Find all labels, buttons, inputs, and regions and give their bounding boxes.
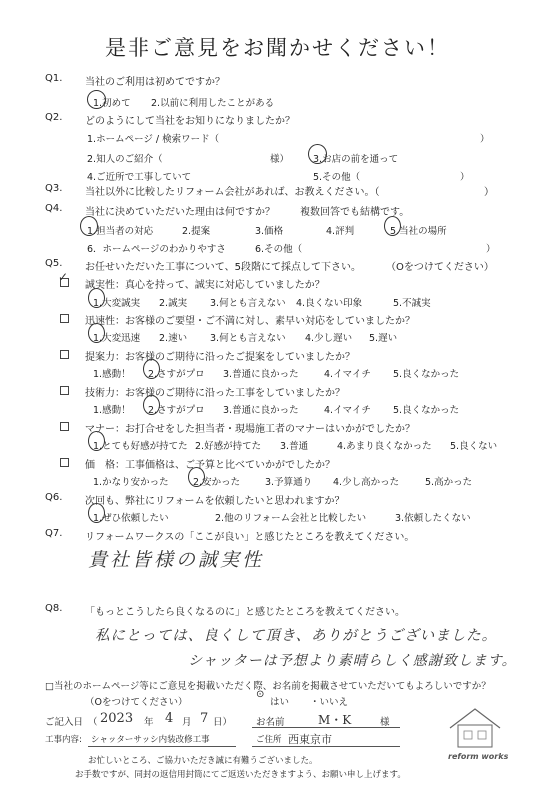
q4-number: Q4.	[45, 203, 63, 214]
q5-6-label: 価 格：工事価格は、ご予算と比べていかがでしたか？	[85, 460, 335, 471]
q7-text: リフォームワークスの「ここが良い」と感じたところを教えてください。	[85, 532, 415, 543]
q8-handwritten-answer-2: シャッターは予想より素晴らしく感謝致します。	[188, 653, 517, 669]
q5-5-opt-2[interactable]: 2.好感が持てた	[195, 441, 262, 452]
q4-selection-circle-1	[80, 216, 98, 236]
q5-6-opt-1[interactable]: 1.かなり安かった	[93, 477, 169, 488]
dot-mark-icon: ⊙	[256, 689, 265, 700]
q2-text: どのようにして当社をお知りになりましたか？	[85, 116, 295, 127]
q5-6-opt-2[interactable]: 2.安かった	[193, 477, 241, 488]
q3-close: ）	[484, 187, 494, 198]
q4-opt-5[interactable]: 5.当社の場所	[390, 226, 447, 237]
q5-3-checkbox[interactable]	[60, 350, 69, 359]
date-label: ご記入日	[45, 717, 84, 728]
publish-consent-note: （Oをつけてください）	[85, 697, 188, 708]
q5-1-label: 誠実性：真心を持って、誠実に対応していましたか？	[85, 280, 325, 291]
thanks-line-1: お忙しいところ、ご協力いただき誠に有難うございました。	[88, 756, 318, 766]
q5-2-opt-3[interactable]: 3.何とも言えない	[210, 333, 286, 344]
q5-1-opt-1[interactable]: 1.大変誠実	[93, 298, 141, 309]
q5-1-opt-5[interactable]: 5.不誠実	[393, 298, 431, 309]
q4-opt-7-close: ）	[486, 244, 496, 255]
q4-opt-2[interactable]: 2.提案	[182, 226, 211, 237]
q5-3-opt-3[interactable]: 3.普通に良かった	[223, 369, 299, 380]
q2-opt-3[interactable]: 3.お店の前を通って	[313, 154, 399, 165]
q5-4-opt-2[interactable]: 2.さすがプロ	[148, 405, 205, 416]
q2-opt-2[interactable]: 2.知人のご紹介（	[87, 154, 163, 165]
q5-2-label: 迅速性：お客様のご要望・ご不満に対し、素早い対応をしていましたか？	[85, 316, 415, 327]
q5-note: （Oをつけてください）	[386, 262, 494, 273]
q5-2-opt-2[interactable]: 2.速い	[159, 333, 188, 344]
q5-1-opt-4[interactable]: 4.良くない印象	[296, 298, 363, 309]
logo-text: reform works	[448, 752, 509, 761]
q5-2-opt-5[interactable]: 5.遅い	[369, 333, 398, 344]
q7-number: Q7.	[45, 528, 63, 539]
date-year-value[interactable]: 2023	[100, 711, 134, 726]
q4-opt-7[interactable]: 6.その他（	[255, 244, 303, 255]
q6-opt-2[interactable]: 2.他のリフォーム会社と比較したい	[215, 513, 367, 524]
work-label: 工事内容:	[45, 735, 82, 745]
q5-4-opt-1[interactable]: 1.感動！	[93, 405, 131, 416]
q5-4-opt-3[interactable]: 3.普通に良かった	[223, 405, 299, 416]
q4-opt-1[interactable]: 1.担当者の対応	[87, 226, 154, 237]
q5-5-opt-5[interactable]: 5.良くない	[450, 441, 498, 452]
q5-5-selection-circle	[88, 431, 105, 451]
q5-3-opt-1[interactable]: 1.感動！	[93, 369, 131, 380]
q5-3-opt-2[interactable]: 2.さすがプロ	[148, 369, 205, 380]
q1-number: Q1.	[45, 73, 63, 84]
q5-5-label: マナー：お打合せをした担当者・現場施工者のマナーはいかがでしたか？	[85, 424, 415, 435]
date-paren-open: （	[88, 717, 98, 728]
q8-number: Q8.	[45, 603, 63, 614]
q6-opt-3[interactable]: 3.依頼したくない	[395, 513, 471, 524]
q6-opt-1[interactable]: 1.ぜひ依頼したい	[93, 513, 169, 524]
q7-handwritten-answer: 貴社皆様の誠実性	[88, 549, 265, 571]
q5-6-selection-circle	[188, 467, 205, 487]
q5-6-opt-4[interactable]: 4.少し高かった	[333, 477, 400, 488]
q4-note: 複数回答でも結構です。	[300, 207, 410, 218]
q5-1-selection-circle	[88, 288, 105, 308]
name-sama: 様	[380, 717, 390, 728]
q5-2-checkbox[interactable]	[60, 314, 69, 323]
work-underline	[88, 746, 236, 747]
q5-3-selection-circle	[143, 359, 160, 379]
q4-opt-4[interactable]: 4.評判	[326, 226, 355, 237]
q6-number: Q6.	[45, 492, 63, 503]
q1-selection-circle	[87, 90, 106, 109]
q8-text: 「もっとこうしたら良くなるのに」と感じたところを教えてください。	[85, 607, 405, 618]
q2-opt-1-close: ）	[480, 134, 490, 145]
date-day-value[interactable]: 7	[200, 711, 209, 726]
q5-2-opt-1[interactable]: 1.大変迅速	[93, 333, 141, 344]
q2-opt-5[interactable]: 5.その他（	[313, 172, 361, 183]
q5-1-opt-2[interactable]: 2.誠実	[159, 298, 188, 309]
q5-3-opt-5[interactable]: 5.良くなかった	[393, 369, 460, 380]
q5-5-opt-3[interactable]: 3.普通	[280, 441, 309, 452]
q8-handwritten-answer-1: 私にとっては、良くして頂き、ありがとうございました。	[95, 628, 498, 644]
q5-4-opt-4[interactable]: 4.イマイチ	[324, 405, 371, 416]
date-day-suffix: 日）	[213, 717, 233, 728]
q1-opt-2[interactable]: 2.以前に利用したことがある	[151, 98, 275, 109]
q5-6-opt-5[interactable]: 5.高かった	[425, 477, 473, 488]
q5-3-label: 提案力：お客様のご期待に沿ったご提案をしていましたか？	[85, 352, 355, 363]
q5-number: Q5.	[45, 258, 63, 269]
page-title: 是非ご意見をお聞かせください！	[105, 36, 450, 60]
q2-opt-1[interactable]: 1.ホームページ / 検索ワード（	[87, 134, 220, 145]
q2-opt-2-sama: 様）	[270, 154, 290, 165]
thanks-line-2: お手数ですが、同封の返信用封筒にてご返送いただきますよう、お願い申し上げます。	[75, 770, 406, 780]
address-value[interactable]: 西東京市	[288, 733, 332, 746]
q2-opt-5-close: ）	[460, 172, 470, 183]
q5-4-label: 技術力：お客様のご期待に沿った工事をしていましたか？	[85, 388, 345, 399]
q2-selection-circle	[308, 144, 327, 164]
q4-opt-6[interactable]: 6．ホームページのわかりやすさ	[87, 244, 226, 255]
work-value: シャッターサッシ内装改修工事	[91, 735, 210, 745]
address-label: ご住所	[256, 735, 282, 745]
q5-2-selection-circle	[88, 323, 105, 343]
q5-6-checkbox[interactable]	[60, 458, 69, 467]
publish-consent-text: □当社のホームページ等にご意見を掲載いただく際、お名前を掲載させていただいてもよろしいですか？	[45, 681, 491, 692]
q6-text: 次回も、弊社にリフォームを依頼したいと思われますか？	[85, 496, 345, 507]
q5-5-checkbox[interactable]	[60, 422, 69, 431]
q2-number: Q2.	[45, 112, 63, 123]
q5-5-opt-4[interactable]: 4.あまり良くなかった	[337, 441, 432, 452]
q4-text: 当社に決めていただいた理由は何ですか？	[85, 207, 275, 218]
q3-text: 当社以外に比較したリフォーム会社があれば、お教えください。（	[85, 187, 380, 198]
q5-4-checkbox[interactable]	[60, 386, 69, 395]
date-month-suffix: 月	[182, 717, 192, 728]
name-underline	[252, 727, 400, 728]
q5-5-opt-1[interactable]: 1.とても好感が持てた	[93, 441, 188, 452]
q5-3-opt-4[interactable]: 4.イマイチ	[324, 369, 371, 380]
q5-4-selection-circle	[143, 395, 160, 415]
publish-no-option[interactable]: ・いいえ	[310, 697, 349, 708]
q2-opt-4[interactable]: 4.ご近所で工事していて	[87, 172, 192, 183]
q5-2-opt-4[interactable]: 4.少し遅い	[305, 333, 353, 344]
q1-opt-1[interactable]: 1.初めて	[93, 98, 131, 109]
address-underline	[252, 746, 400, 747]
q3-number: Q3.	[45, 183, 63, 194]
q5-1-opt-3[interactable]: 3.何とも言えない	[210, 298, 286, 309]
house-logo-icon	[446, 706, 504, 750]
q5-4-opt-5[interactable]: 5.良くなかった	[393, 405, 460, 416]
publish-yes-option[interactable]: はい	[270, 697, 290, 708]
check-mark-icon: ✓	[58, 270, 69, 284]
q1-text: 当社のご利用は初めてですか？	[85, 77, 225, 88]
q5-text: お任せいただいた工事について、5段階にて採点して下さい。	[85, 262, 361, 273]
date-month-value[interactable]: 4	[165, 711, 174, 726]
q5-6-opt-3[interactable]: 3.予算通り	[265, 477, 313, 488]
name-value[interactable]: M・K	[318, 713, 352, 727]
q6-selection-circle	[88, 503, 105, 523]
date-year-suffix: 年	[144, 717, 154, 728]
name-label: お名前	[256, 717, 285, 728]
q4-opt-3[interactable]: 3.価格	[255, 226, 284, 237]
q4-selection-circle-5	[384, 216, 401, 236]
